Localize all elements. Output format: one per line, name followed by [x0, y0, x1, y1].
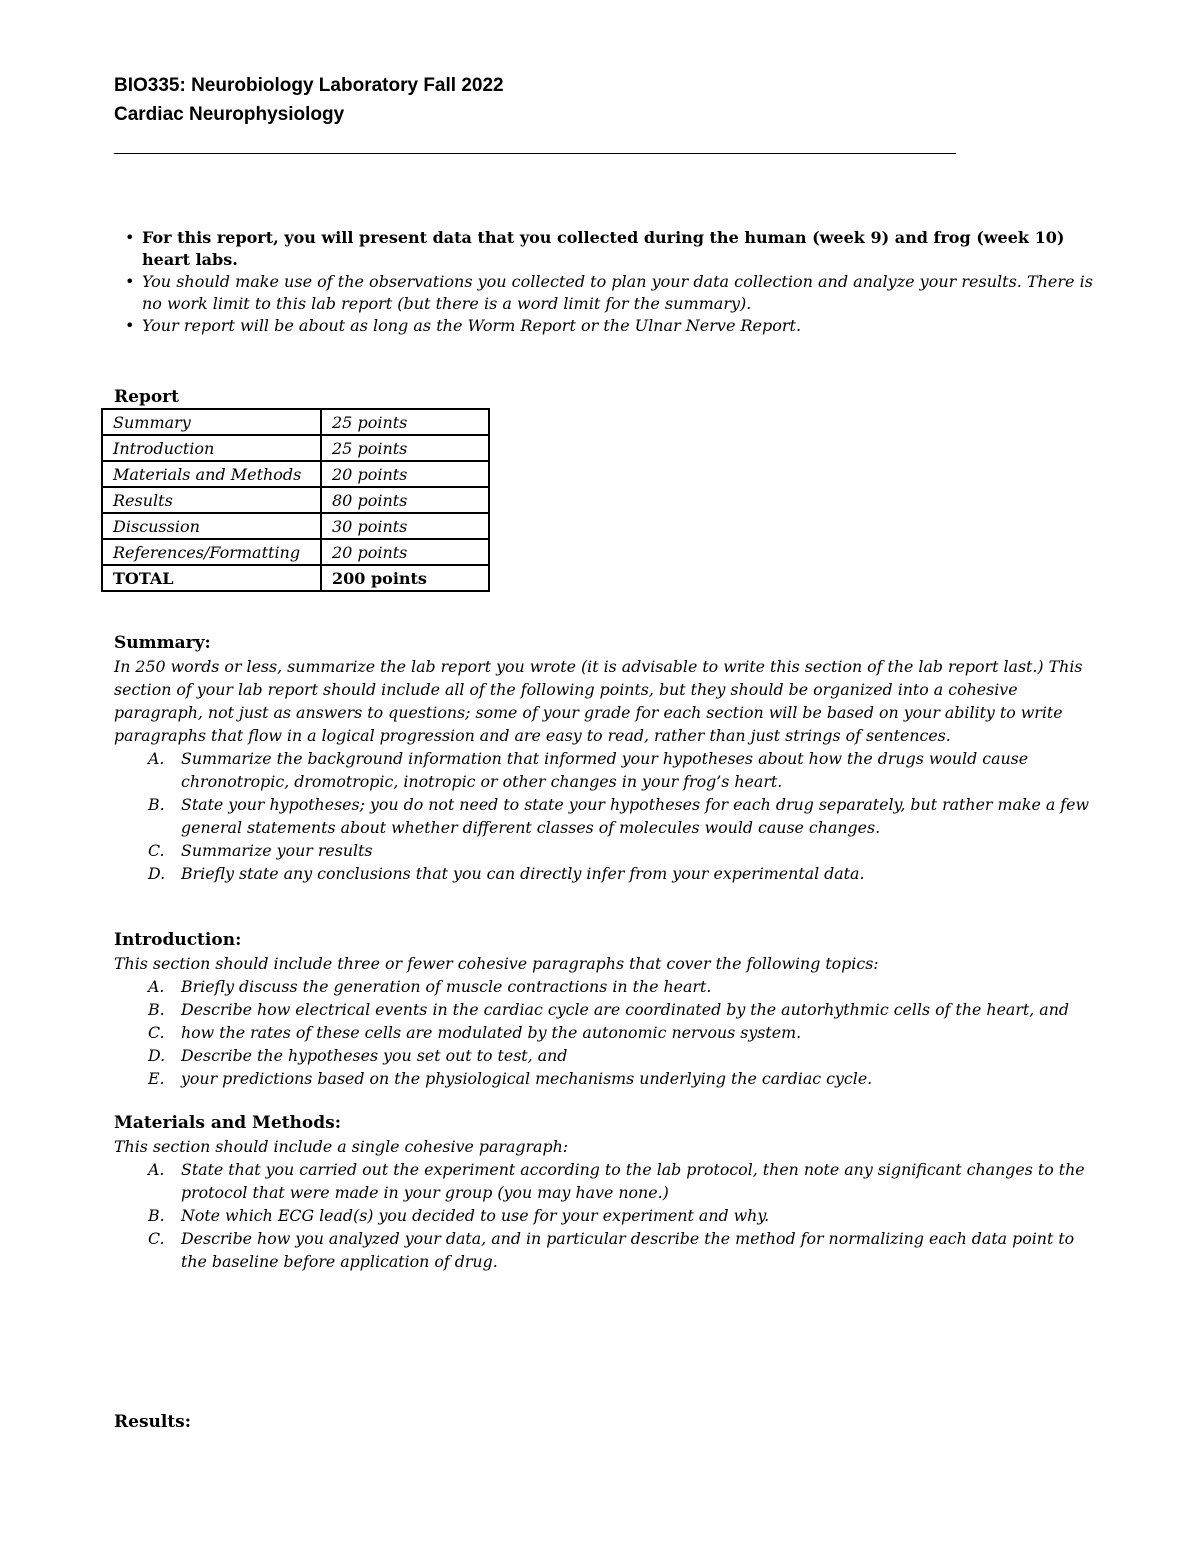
list-item	[114, 862, 1094, 885]
item-letter: B.	[148, 1206, 165, 1225]
grading-table	[101, 408, 490, 592]
section-heading: Summary:	[114, 633, 211, 653]
course-title: BIO335: Neurobiology Laboratory Fall 2022	[114, 75, 504, 96]
table-row	[102, 435, 489, 461]
list-item	[114, 1158, 1094, 1204]
list-item	[114, 1204, 1094, 1227]
points-cell: 80 points	[321, 487, 489, 513]
section-heading: Materials and Methods:	[114, 1113, 341, 1133]
section-cell: References/Formatting	[102, 539, 321, 565]
section-cell: Introduction	[102, 435, 321, 461]
summary-section	[114, 632, 1094, 885]
item-letter: B.	[148, 1000, 165, 1019]
table-row	[102, 487, 489, 513]
item-text: your predictions based on the physiological mechanisms underlying the cardiac cycle.	[181, 1069, 873, 1088]
results-section	[114, 1411, 1094, 1434]
section-heading: Introduction:	[114, 930, 242, 950]
section-cell: Discussion	[102, 513, 321, 539]
list-item	[114, 839, 1094, 862]
points-cell: 25 points	[321, 409, 489, 435]
item-text: Describe the hypotheses you set out to test, and	[181, 1046, 568, 1065]
points-cell: 20 points	[321, 461, 489, 487]
item-text: how the rates of these cells are modulated by the autonomic nervous system.	[181, 1023, 802, 1042]
list-item	[114, 998, 1094, 1021]
bullet-item	[125, 271, 1095, 315]
bullet-text: For this report, you will present data that you collected during the human (week 9) and frog (week 10) heart labs.	[142, 228, 1065, 269]
item-text: Briefly state any conclusions that you can directly infer from your experimental data.	[181, 864, 865, 883]
item-letter: A.	[148, 749, 165, 768]
section-intro: This section should include a single cohesive paragraph:	[114, 1137, 569, 1156]
list-item	[114, 793, 1094, 839]
instruction-bullets	[125, 227, 1095, 337]
item-letter: C.	[148, 841, 165, 860]
list-item	[114, 1044, 1094, 1067]
item-letter: A.	[148, 1160, 165, 1179]
report-title: Report	[114, 387, 179, 407]
table-row	[102, 513, 489, 539]
item-text: State your hypotheses; you do not need to state your hypotheses for each drug separately, but rather make a few general statements about whether different classes of molecules would cause changes.	[181, 795, 1089, 837]
bullet-item	[125, 227, 1095, 271]
methods-section	[114, 1112, 1094, 1273]
total-points: 200 points	[321, 565, 489, 591]
table-row	[102, 461, 489, 487]
bullet-icon: •	[125, 228, 135, 247]
item-text: State that you carried out the experiment according to the lab protocol, then note any significant changes to the protocol that were made in your group (you may have none.)	[181, 1160, 1085, 1202]
introduction-section	[114, 929, 1094, 1090]
section-cell: Results	[102, 487, 321, 513]
item-letter: C.	[148, 1229, 165, 1248]
bullet-icon: •	[125, 316, 135, 335]
bullet-text: You should make use of the observations you collected to plan your data collection and analyze your results. There is no work limit to this lab report (but there is a word limit for the summary).	[142, 272, 1093, 313]
item-letter: C.	[148, 1023, 165, 1042]
total-row	[102, 565, 489, 591]
bullet-text: Your report will be about as long as the Worm Report or the Ulnar Nerve Report.	[142, 316, 802, 335]
item-letter: D.	[148, 1046, 166, 1065]
item-text: Briefly discuss the generation of muscle contractions in the heart.	[181, 977, 712, 996]
item-letter: E.	[148, 1069, 165, 1088]
table-row	[102, 539, 489, 565]
points-cell: 20 points	[321, 539, 489, 565]
total-label: TOTAL	[102, 565, 321, 591]
item-text: Note which ECG lead(s) you decided to use for your experiment and why.	[181, 1206, 770, 1225]
item-text: Describe how electrical events in the cardiac cycle are coordinated by the autorhythmic cells of the heart, and	[181, 1000, 1069, 1019]
item-text: Summarize the background information that informed your hypotheses about how the drugs would cause chronotropic, dromotropic, inotropic or other changes in your frog’s heart.	[181, 749, 1029, 791]
topic-title: Cardiac Neurophysiology	[114, 104, 345, 125]
list-item	[114, 975, 1094, 998]
bullet-item	[125, 315, 1095, 337]
list-item	[114, 747, 1094, 793]
list-item	[114, 1021, 1094, 1044]
points-cell: 30 points	[321, 513, 489, 539]
item-letter: B.	[148, 795, 165, 814]
section-intro: In 250 words or less, summarize the lab report you wrote (it is advisable to write this section of the lab report last.) This section of your lab report should include all of the following points, but they should be organized into a cohesive paragraph, not just as answers to questions; some of your grade for each section will be based on your ability to write paragraphs that flow in a logical progression and are easy to read, rather than just strings of sentences.	[114, 657, 1083, 745]
section-intro: This section should include three or fewer cohesive paragraphs that cover the following topics:	[114, 954, 879, 973]
list-item	[114, 1067, 1094, 1090]
item-text: Summarize your results	[181, 841, 373, 860]
points-cell: 25 points	[321, 435, 489, 461]
section-heading: Results:	[114, 1412, 192, 1432]
item-text: Describe how you analyzed your data, and in particular describe the method for normalizing each data point to the baseline before application of drug.	[181, 1229, 1075, 1271]
section-cell: Summary	[102, 409, 321, 435]
section-cell: Materials and Methods	[102, 461, 321, 487]
item-letter: A.	[148, 977, 165, 996]
item-letter: D.	[148, 864, 166, 883]
table-row	[102, 409, 489, 435]
header-divider	[114, 153, 956, 154]
list-item	[114, 1227, 1094, 1273]
bullet-icon: •	[125, 272, 135, 291]
